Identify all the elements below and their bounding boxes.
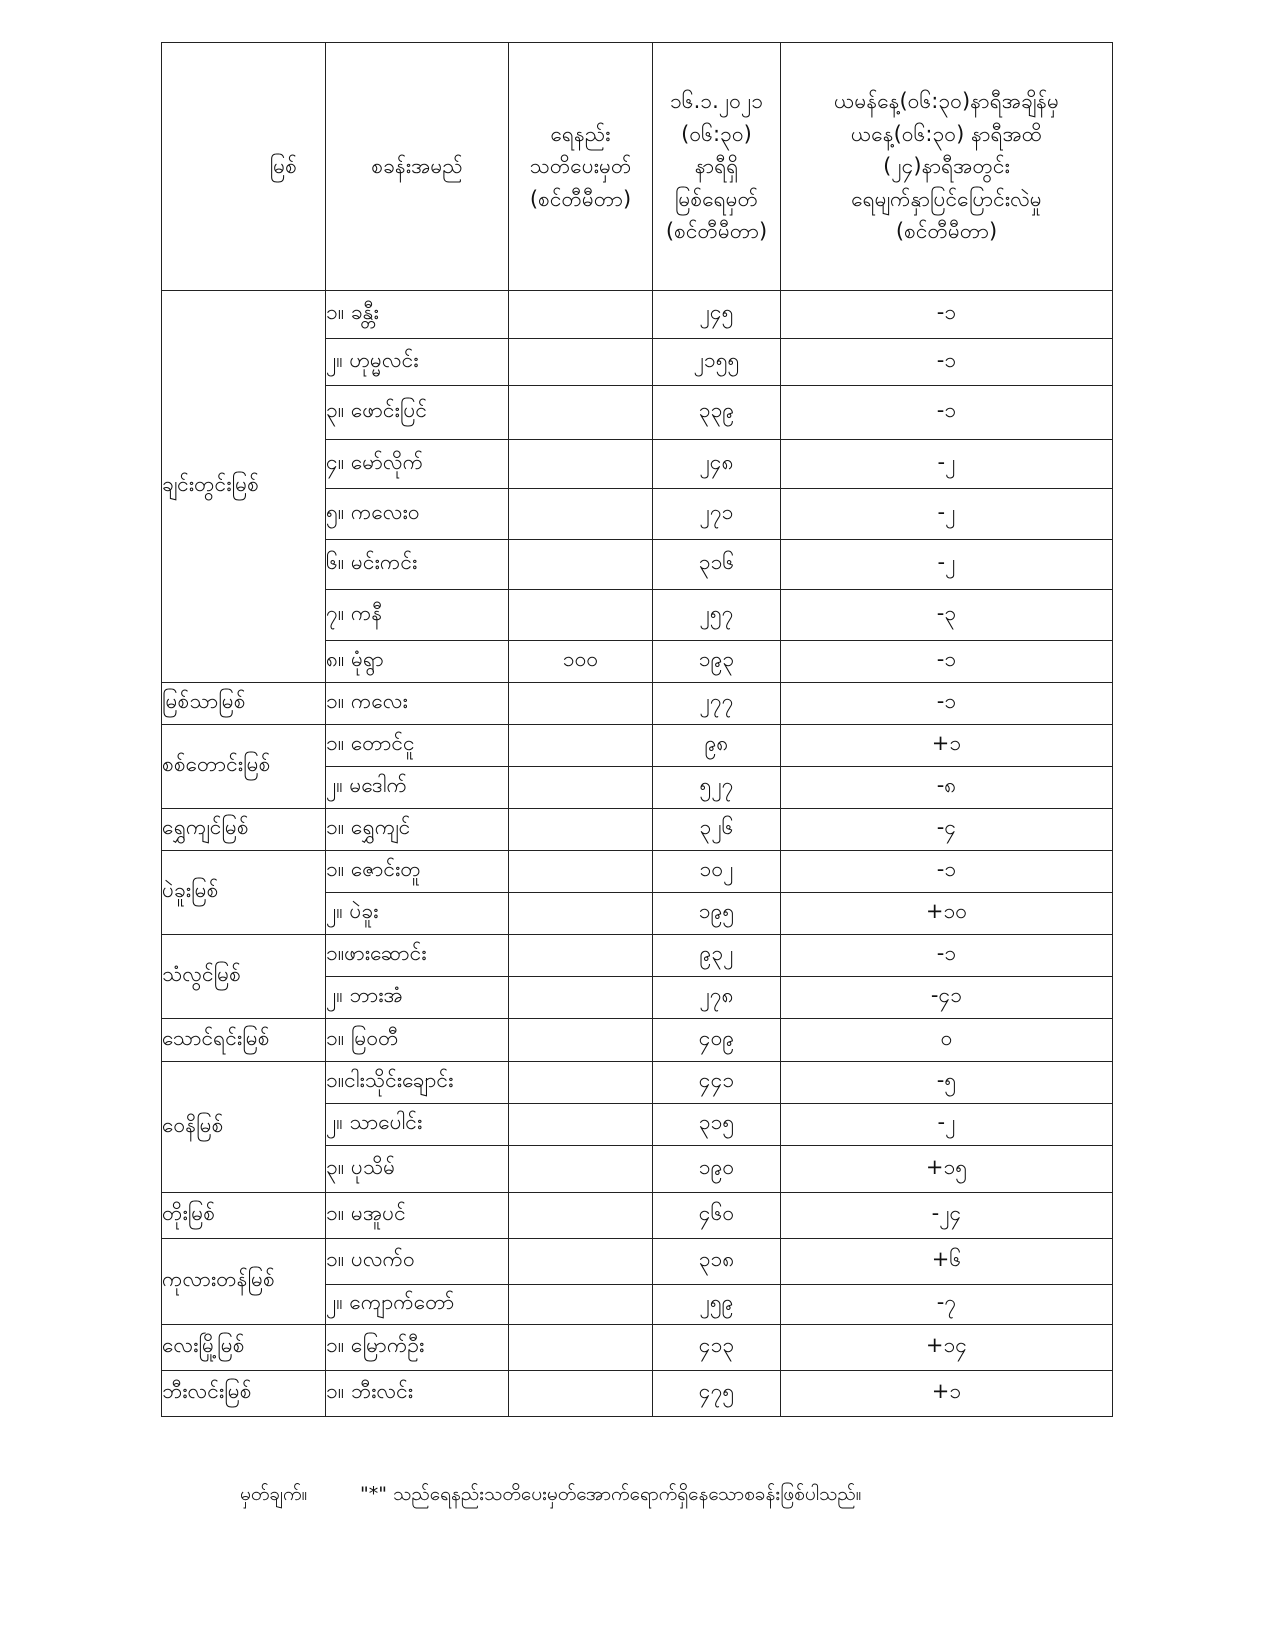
water-level: ၁၉၅ [653, 893, 781, 935]
header-water-level: ၁၆.၁.၂၀၂၁ (၀၆:၃၀) နာရီရှိ မြစ်ရေမှတ် (စင်တီမီတာ) [653, 43, 781, 291]
warning-level [509, 893, 653, 935]
level-change: +၁ [781, 1371, 1113, 1417]
table-row [162, 725, 1113, 767]
warning-level [509, 1371, 653, 1417]
footnote-label: မှတ်ချက်။ [240, 1483, 308, 1505]
water-level-table [161, 42, 1113, 1417]
footnote-text: "*" သည်ရေနည်းသတိပေးမှတ်အောက်ရောက်ရှိနေသောစခန်းဖြစ်ပါသည်။ [360, 1483, 862, 1505]
level-change: -၂၄ [781, 1193, 1113, 1239]
level-change: ၀ [781, 1019, 1113, 1062]
warning-level [509, 440, 653, 489]
warning-level [509, 935, 653, 977]
station-name: ၃။ ဖောင်းပြင် [326, 386, 509, 440]
level-change: -၅ [781, 1062, 1113, 1104]
warning-level [509, 1146, 653, 1193]
table-row [162, 1325, 1113, 1371]
table-row [162, 291, 1113, 339]
water-level: ၂၇၁ [653, 489, 781, 540]
level-change: -၁ [781, 339, 1113, 386]
station-name: ၂။ ဘားအံ [326, 977, 509, 1019]
level-change: -၁ [781, 386, 1113, 440]
table-body [162, 291, 1113, 1417]
header-station: စခန်းအမည် [326, 43, 509, 291]
river-name: တိုးမြစ် [162, 1193, 326, 1239]
water-level: ၂၅၉ [653, 1285, 781, 1325]
station-name: ၁။ ဇောင်းတူ [326, 851, 509, 893]
water-level: ၃၁၆ [653, 540, 781, 590]
water-level: ၃၁၈ [653, 1239, 781, 1285]
warning-level [509, 977, 653, 1019]
river-name: ချင်းတွင်းမြစ် [162, 291, 326, 683]
warning-level [509, 809, 653, 851]
river-name: ပဲခူးမြစ် [162, 851, 326, 935]
warning-level [509, 291, 653, 339]
station-name: ၃။ ပုသိမ် [326, 1146, 509, 1193]
water-level: ၁၀၂ [653, 851, 781, 893]
station-name: ၂။ သာပေါင်း [326, 1104, 509, 1146]
level-change: -၁ [781, 935, 1113, 977]
level-change: -၂ [781, 1104, 1113, 1146]
level-change: -၁ [781, 851, 1113, 893]
level-change: -၂ [781, 489, 1113, 540]
water-level: ၄၆၀ [653, 1193, 781, 1239]
river-name: သံလွင်မြစ် [162, 935, 326, 1019]
station-name: ၂။ မဒေါက် [326, 767, 509, 809]
table-row [162, 809, 1113, 851]
table-row [162, 935, 1113, 977]
station-name: ၅။ ကလေးဝ [326, 489, 509, 540]
warning-level [509, 851, 653, 893]
level-change: -၂ [781, 440, 1113, 489]
header-24h-change: ယမန်နေ့(၀၆:၃၀)နာရီအချိန်မှ ယနေ့(၀၆:၃၀) နာရီအထိ (၂၄)နာရီအတွင်း ရေမျက်နှာပြင်ပြောင်းလဲမှု (စင်တီမီတာ) [781, 43, 1113, 291]
level-change: -၁ [781, 291, 1113, 339]
station-name: ၁။ မအူပင် [326, 1193, 509, 1239]
warning-level [509, 540, 653, 590]
table-row [162, 1193, 1113, 1239]
water-level: ၂၄၈ [653, 440, 781, 489]
warning-level [509, 1193, 653, 1239]
warning-level [509, 1325, 653, 1371]
warning-level [509, 767, 653, 809]
station-name: ၇။ ကနီ [326, 590, 509, 641]
water-level: ၄၄၁ [653, 1062, 781, 1104]
table-row [162, 683, 1113, 725]
water-level: ၄၁၃ [653, 1325, 781, 1371]
warning-level [509, 1104, 653, 1146]
station-name: ၁။ ခန္တီး [326, 291, 509, 339]
water-level: ၃၂၆ [653, 809, 781, 851]
water-level: ၂၇၈ [653, 977, 781, 1019]
level-change: +၁၀ [781, 893, 1113, 935]
warning-level [509, 725, 653, 767]
level-change: -၄၁ [781, 977, 1113, 1019]
station-name: ၁။ ကလေး [326, 683, 509, 725]
station-name: ၁။ တောင်ငူ [326, 725, 509, 767]
river-name: ဘီးလင်းမြစ် [162, 1371, 326, 1417]
river-name: ကုလားတန်မြစ် [162, 1239, 326, 1325]
water-level: ၂၄၅ [653, 291, 781, 339]
level-change: +၁၄ [781, 1325, 1113, 1371]
water-level: ၂၇၇ [653, 683, 781, 725]
water-level: ၉၃၂ [653, 935, 781, 977]
level-change: +၁ [781, 725, 1113, 767]
warning-level [509, 590, 653, 641]
table-row [162, 1239, 1113, 1285]
river-name: မြစ်သာမြစ် [162, 683, 326, 725]
warning-level [509, 339, 653, 386]
warning-level [509, 489, 653, 540]
warning-level [509, 1019, 653, 1062]
station-name: ၁။ မြဝတီ [326, 1019, 509, 1062]
water-level: ၃၃၉ [653, 386, 781, 440]
river-name: ရွှေကျင်မြစ် [162, 809, 326, 851]
table-row [162, 851, 1113, 893]
station-name: ၂။ ပဲခူး [326, 893, 509, 935]
water-level: ၄၀၉ [653, 1019, 781, 1062]
level-change: +၁၅ [781, 1146, 1113, 1193]
level-change: -၇ [781, 1285, 1113, 1325]
river-name: စစ်တောင်းမြစ် [162, 725, 326, 809]
water-level: ၉၈ [653, 725, 781, 767]
water-level: ၃၁၅ [653, 1104, 781, 1146]
warning-level [509, 1062, 653, 1104]
water-level: ၄၇၅ [653, 1371, 781, 1417]
station-name: ၁။ ရွှေကျင် [326, 809, 509, 851]
station-name: ၁။ဖားဆောင်း [326, 935, 509, 977]
level-change: -၂ [781, 540, 1113, 590]
station-name: ၁။ငါးသိုင်းချောင်း [326, 1062, 509, 1104]
table-row [162, 1062, 1113, 1104]
station-name: ၁။ ဘီးလင်း [326, 1371, 509, 1417]
station-name: ၂။ ကျောက်တော် [326, 1285, 509, 1325]
station-name: ၈။ မုံရွာ [326, 641, 509, 683]
level-change: -၁ [781, 641, 1113, 683]
station-name: ၁။ ပလက်ဝ [326, 1239, 509, 1285]
station-name: ၆။ မင်းကင်း [326, 540, 509, 590]
header-warning-level: ရေနည်း သတိပေးမှတ် (စင်တီမီတာ) [509, 43, 653, 291]
station-name: ၄။ မော်လိုက် [326, 440, 509, 489]
water-level: ၁၉၃ [653, 641, 781, 683]
warning-level [509, 386, 653, 440]
water-level: ၁၉၀ [653, 1146, 781, 1193]
table-row [162, 1019, 1113, 1062]
header-row [162, 43, 1113, 291]
water-level: ၅၂၇ [653, 767, 781, 809]
level-change: -၄ [781, 809, 1113, 851]
warning-level: ၁၀၀ [509, 641, 653, 683]
station-name: ၂။ ဟုမ္မလင်း [326, 339, 509, 386]
river-name: ဝေနိမြစ် [162, 1062, 326, 1193]
river-name: လေးမြို့မြစ် [162, 1325, 326, 1371]
river-name: သောင်ရင်းမြစ် [162, 1019, 326, 1062]
level-change: +၆ [781, 1239, 1113, 1285]
warning-level [509, 1285, 653, 1325]
warning-level [509, 683, 653, 725]
footnote [240, 1482, 861, 1510]
level-change: -၈ [781, 767, 1113, 809]
water-level: ၂၁၅၅ [653, 339, 781, 386]
level-change: -၁ [781, 683, 1113, 725]
warning-level [509, 1239, 653, 1285]
water-level: ၂၅၇ [653, 590, 781, 641]
level-change: -၃ [781, 590, 1113, 641]
table-row [162, 1371, 1113, 1417]
header-river: မြစ် [162, 43, 326, 291]
station-name: ၁။ မြောက်ဦး [326, 1325, 509, 1371]
